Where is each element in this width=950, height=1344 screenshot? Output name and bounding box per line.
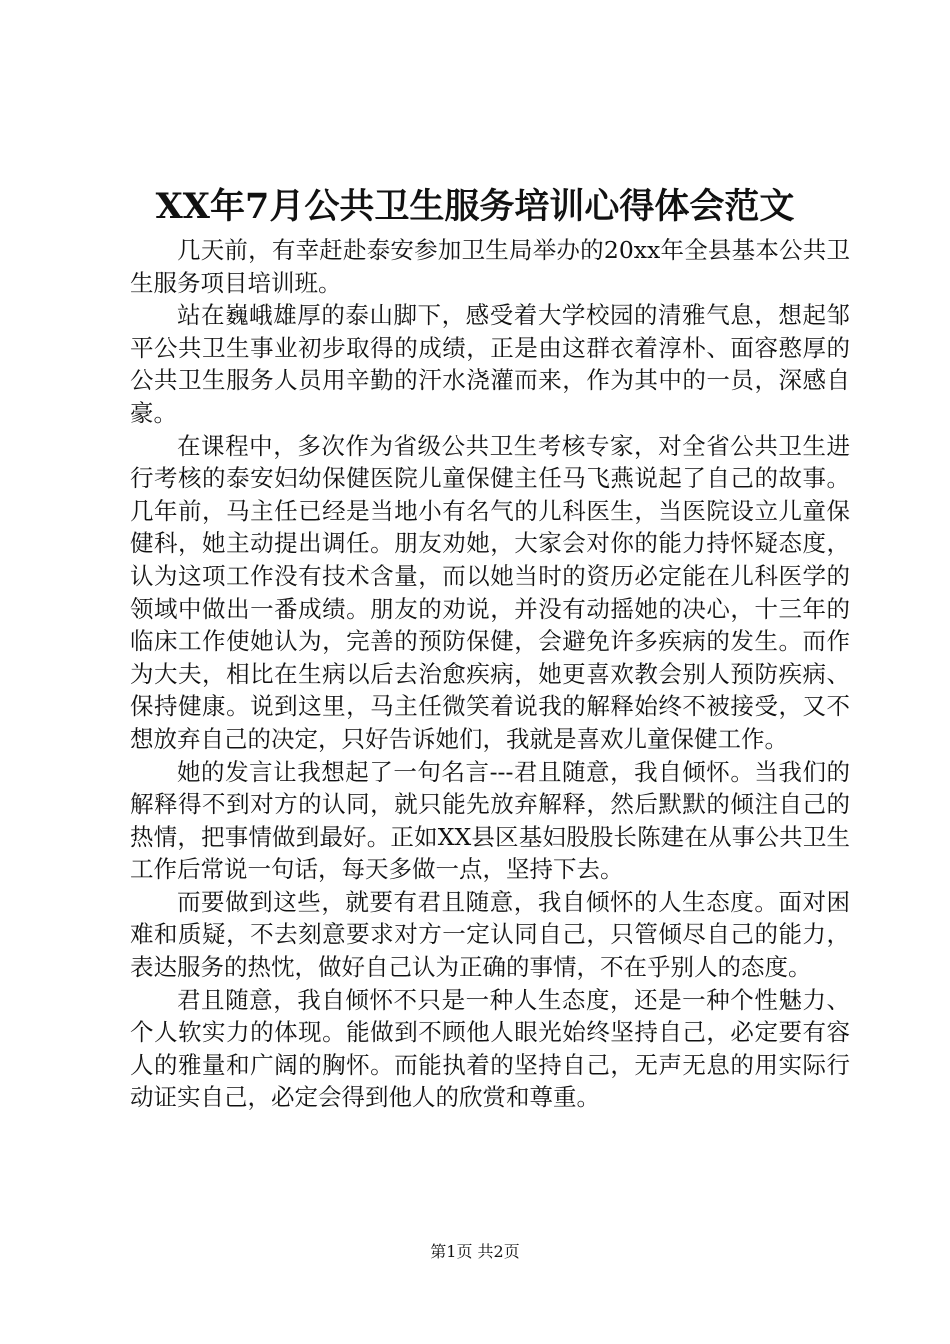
paragraph-6: 君且随意，我自倾怀不只是一种人生态度，还是一种个性魅力、个人软实力的体现。能做到不顾他人眼光始终坚持自己，必定要有容人的雅量和广阔的胸怀。而能执着的坚持自己，无声无息的用实际行动证实自己，必定会得到他人的欣赏和尊重。 — [130, 985, 850, 1112]
document-title: XX年7月公共卫生服务培训心得体会范文 — [155, 186, 795, 227]
paragraph-5: 而要做到这些，就要有君且随意，我自倾怀的人生态度。面对困难和质疑，不去刻意要求对方一定认同自己，只管倾尽自己的能力，表达服务的热忱，做好自己认为正确的事情，不在乎别人的态度。 — [130, 887, 850, 982]
document-body — [130, 234, 850, 1114]
paragraph-2: 站在巍峨雄厚的泰山脚下，感受着大学校园的清雅气息，想起邹平公共卫生事业初步取得的成绩，正是由这群衣着淳朴、面容憨厚的公共卫生服务人员用辛勤的汗水浇灌而来，作为其中的一员，深感自豪。 — [130, 301, 850, 427]
paragraph-3: 在课程中，多次作为省级公共卫生考核专家，对全省公共卫生进行考核的泰安妇幼保健医院儿童保健主任马飞燕说起了自己的故事。几年前，马主任已经是当地小有名气的儿科医生，当医院设立儿童保健科，她主动提出调任。朋友劝她，大家会对你的能力持怀疑态度，认为这项工作没有技术含量，而以她当时的资历必定能在儿科医学的领域中做出一番成绩。朋友的劝说，并没有动摇她的决心，十三年的临床工作使她认为，完善的预防保健，会避免许多疾病的发生。而作为大夫，相比在生病以后去治愈疾病，她更喜欢教会别人预防疾病、保持健康。说到这里，马主任微笑着说我的解释始终不被接受，又不想放弃自己的决定，只好告诉她们，我就是喜欢儿童保健工作。 — [130, 431, 850, 753]
paragraph-4: 她的发言让我想起了一句名言---君且随意，我自倾怀。当我们的解释得不到对方的认同，就只能先放弃解释，然后默默的倾注自己的热情，把事情做到最好。正如XX县区基妇股股长陈建在从事公共卫生工作后常说一句话，每天多做一点，坚持下去。 — [130, 757, 850, 884]
page-number-footer: 第1页 共2页 — [430, 1242, 520, 1261]
paragraph-1: 几天前，有幸赶赴泰安参加卫生局举办的20xx年全县基本公共卫生服务项目培训班。 — [130, 236, 850, 297]
